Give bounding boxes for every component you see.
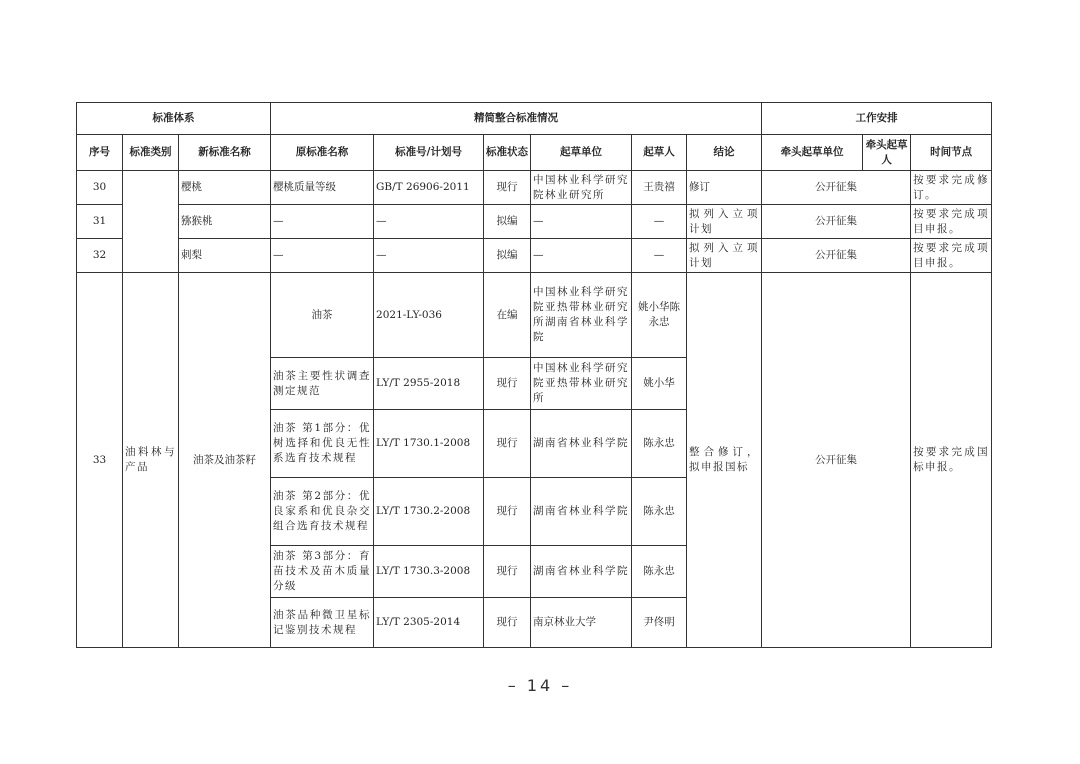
- col-std-no: 标准号/计划号: [374, 135, 484, 171]
- row-orig-name: 油茶 第1部分：优树选择和优良无性系选育技术规程: [271, 410, 374, 478]
- row-conclusion: 拟列入立项计划: [687, 205, 762, 239]
- row-drafting-unit: 中国林业科学研究院亚热带林业研究所: [531, 358, 632, 410]
- table-row: [77, 205, 992, 239]
- row-drafting-unit: 南京林业大学: [531, 598, 632, 648]
- row-status: 现行: [484, 410, 531, 478]
- row-status: 现行: [484, 478, 531, 546]
- col-drafter: 起草人: [632, 135, 687, 171]
- row-drafter: —: [632, 239, 687, 273]
- table-row: [77, 171, 992, 205]
- row-std-no: GB/T 26906-2011: [374, 171, 484, 205]
- row-lead-unit: 公开征集: [762, 239, 911, 273]
- row-std-no: 2021-LY-036: [374, 273, 484, 358]
- row-drafter: 陈永忠: [632, 410, 687, 478]
- group-work-arrangement: 工作安排: [762, 103, 992, 135]
- col-orig-name: 原标准名称: [271, 135, 374, 171]
- col-seq: 序号: [77, 135, 123, 171]
- row-drafter: 王贵禧: [632, 171, 687, 205]
- row-orig-name: —: [271, 205, 374, 239]
- row-drafting-unit: 中国林业科学研究院亚热带林业研究所湖南省林业科学院: [531, 273, 632, 358]
- row-seq: 31: [77, 205, 123, 239]
- row-deadline: 按要求完成国标申报。: [911, 273, 992, 648]
- row-seq: 30: [77, 171, 123, 205]
- row-orig-name: 油茶: [271, 273, 374, 358]
- page-number: – 14 –: [507, 676, 573, 695]
- row-category: 油料林与产品: [123, 273, 179, 648]
- row-status: 现行: [484, 546, 531, 598]
- row-std-no: LY/T 2305-2014: [374, 598, 484, 648]
- row-lead-unit: 公开征集: [762, 273, 911, 648]
- row-deadline: 按要求完成项目申报。: [911, 239, 992, 273]
- row-orig-name: —: [271, 239, 374, 273]
- col-category: 标准类别: [123, 135, 179, 171]
- row-std-no: LY/T 2955-2018: [374, 358, 484, 410]
- row-lead-unit: 公开征集: [762, 171, 911, 205]
- col-lead-person: 牵头起草人: [863, 135, 911, 171]
- row-seq: 33: [77, 273, 123, 648]
- row-status: 现行: [484, 358, 531, 410]
- col-deadline: 时间节点: [911, 135, 992, 171]
- row-drafting-unit: 湖南省林业科学院: [531, 410, 632, 478]
- row-new-name: 刺梨: [179, 239, 271, 273]
- col-status: 标准状态: [484, 135, 531, 171]
- row-category-empty: [123, 171, 179, 273]
- row-std-no: —: [374, 205, 484, 239]
- col-new-name: 新标准名称: [179, 135, 271, 171]
- row-drafter: —: [632, 205, 687, 239]
- col-conclusion: 结论: [687, 135, 762, 171]
- row-new-name: 油茶及油茶籽: [179, 273, 271, 648]
- row-std-no: —: [374, 239, 484, 273]
- row-drafter: 尹佟明: [632, 598, 687, 648]
- group-standard-system: 标准体系: [77, 103, 271, 135]
- row-drafting-unit: —: [531, 239, 632, 273]
- row-deadline: 按要求完成修订。: [911, 171, 992, 205]
- group-header-row: [77, 103, 992, 135]
- row-std-no: LY/T 1730.2-2008: [374, 478, 484, 546]
- row-orig-name: 油茶主要性状调查测定规范: [271, 358, 374, 410]
- row-seq: 32: [77, 239, 123, 273]
- row-status: 在编: [484, 273, 531, 358]
- row-new-name: 猕猴桃: [179, 205, 271, 239]
- col-drafting-unit: 起草单位: [531, 135, 632, 171]
- row-status: 拟编: [484, 239, 531, 273]
- row-lead-unit: 公开征集: [762, 205, 911, 239]
- row-drafter: 姚小华陈永忠: [632, 273, 687, 358]
- table-row: [77, 273, 992, 358]
- row-status: 现行: [484, 171, 531, 205]
- row-orig-name: 油茶 第2部分：优良家系和优良杂交组合选育技术规程: [271, 478, 374, 546]
- row-drafting-unit: 中国林业科学研究院林业研究所: [531, 171, 632, 205]
- row-orig-name: 油茶 第3部分：育苗技术及苗木质量分级: [271, 546, 374, 598]
- column-header-row: [77, 135, 992, 171]
- row-orig-name: 油茶品种微卫星标记鉴别技术规程: [271, 598, 374, 648]
- col-lead-unit: 牵头起草单位: [762, 135, 863, 171]
- standards-table: [76, 102, 992, 648]
- row-new-name: 樱桃: [179, 171, 271, 205]
- row-drafter: 陈永忠: [632, 546, 687, 598]
- row-status: 现行: [484, 598, 531, 648]
- row-std-no: LY/T 1730.3-2008: [374, 546, 484, 598]
- row-conclusion: 修订: [687, 171, 762, 205]
- row-conclusion: 整合修订，拟申报国标: [687, 273, 762, 648]
- row-conclusion: 拟列入立项计划: [687, 239, 762, 273]
- row-drafting-unit: 湖南省林业科学院: [531, 478, 632, 546]
- row-status: 拟编: [484, 205, 531, 239]
- row-drafting-unit: 湖南省林业科学院: [531, 546, 632, 598]
- row-drafter: 陈永忠: [632, 478, 687, 546]
- row-std-no: LY/T 1730.1-2008: [374, 410, 484, 478]
- row-deadline: 按要求完成项目申报。: [911, 205, 992, 239]
- table-row: [77, 239, 992, 273]
- row-drafting-unit: —: [531, 205, 632, 239]
- row-drafter: 姚小华: [632, 358, 687, 410]
- row-orig-name: 樱桃质量等级: [271, 171, 374, 205]
- group-simplification-situation: 精简整合标准情况: [271, 103, 762, 135]
